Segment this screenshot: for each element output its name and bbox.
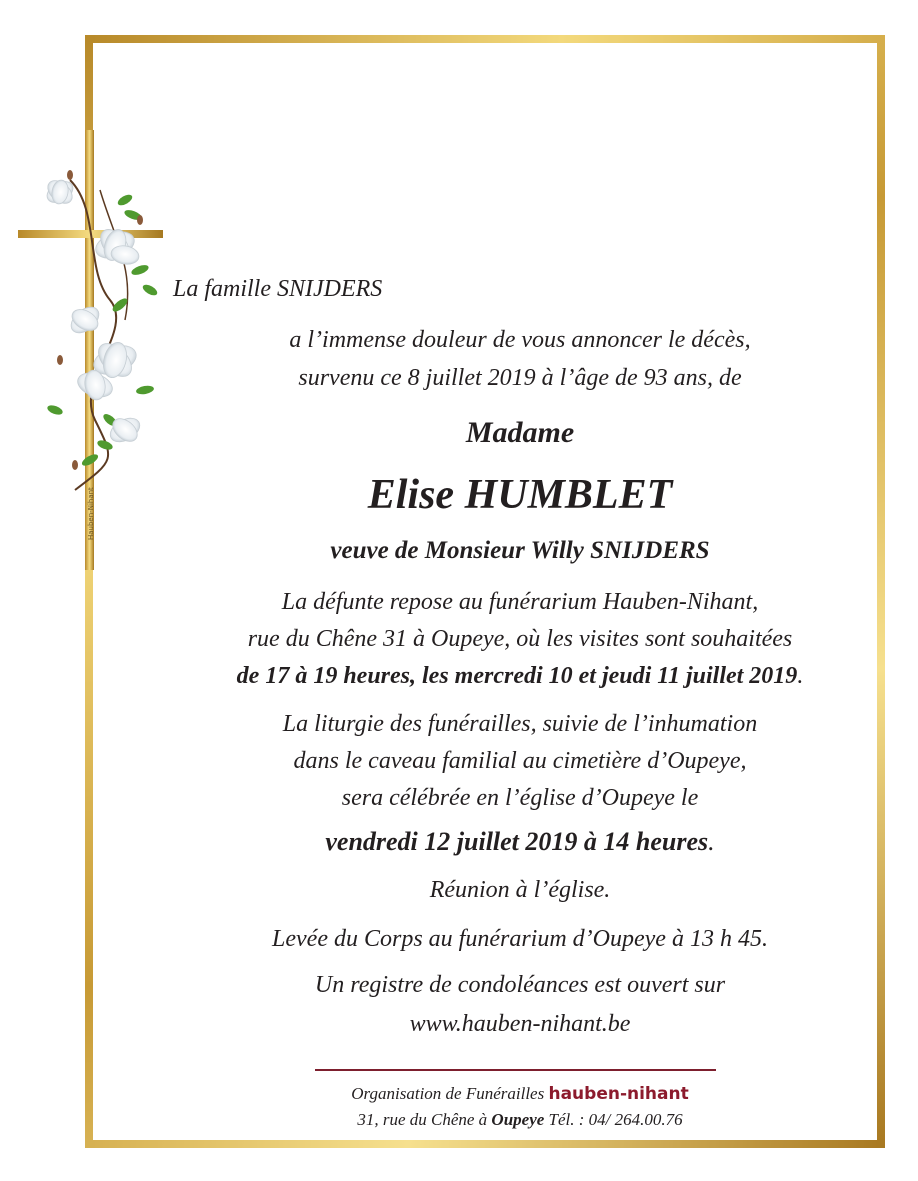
footer-phone: Tél. : 04/ 264.00.76 (548, 1110, 683, 1129)
register-url[interactable]: www.hauben-nihant.be (409, 1011, 631, 1037)
ceremony-line (170, 829, 870, 855)
widow-line: veuve de Monsieur Willy SNIJDERS (330, 537, 710, 564)
visits-line (170, 664, 870, 688)
meeting-line: Réunion à l’église. (429, 877, 611, 903)
intro-line-1: a l’immense douleur de vous annoncer le décès, (289, 327, 751, 353)
visits-time: de 17 à 19 heures, les mercredi 10 et jeudi 11 juillet 2019 (236, 663, 798, 689)
footer-address-city: Oupeye (491, 1110, 545, 1129)
ceremony-time: vendredi 12 juillet 2019 à 14 heures (325, 827, 709, 856)
liturgy-line-3: sera célébrée en l’église d’Oupeye le (341, 785, 699, 811)
footer-organisation (170, 1084, 870, 1104)
rest-line-1: La défunte repose au funérarium Hauben-Nihant, (281, 589, 759, 615)
footer-org-label: Organisation de Funérailles (351, 1084, 545, 1103)
footer-divider (315, 1069, 716, 1071)
image-watermark: Hauben-Nihant (87, 487, 95, 540)
intro-line-2: survenu ce 8 juillet 2019 à l’âge de 93 ans, de (298, 365, 742, 391)
footer-address (170, 1110, 870, 1130)
rest-line-2: rue du Chêne 31 à Oupeye, où les visites sont souhaitées (247, 626, 793, 652)
footer-address-street: 31, rue du Chêne à (357, 1110, 488, 1129)
brand-logo: hauben-nihant (548, 1084, 689, 1104)
deceased-name: Elise HUMBLET (367, 472, 673, 518)
register-line: Un registre de condoléances est ouvert sur (314, 972, 726, 998)
family-name: La famille SNIJDERS (173, 276, 383, 302)
liturgy-line-2: dans le caveau familial au cimetière d’Oupeye, (293, 748, 747, 774)
liturgy-line-1: La liturgie des funérailles, suivie de l’inhumation (282, 711, 758, 737)
visits-period: . (797, 663, 804, 689)
ceremony-period: . (708, 827, 715, 856)
cross-with-flowers-icon (15, 120, 175, 580)
deceased-title: Madame (465, 416, 575, 449)
levee-line: Levée du Corps au funérarium d’Oupeye à 13 h 45. (272, 926, 768, 952)
